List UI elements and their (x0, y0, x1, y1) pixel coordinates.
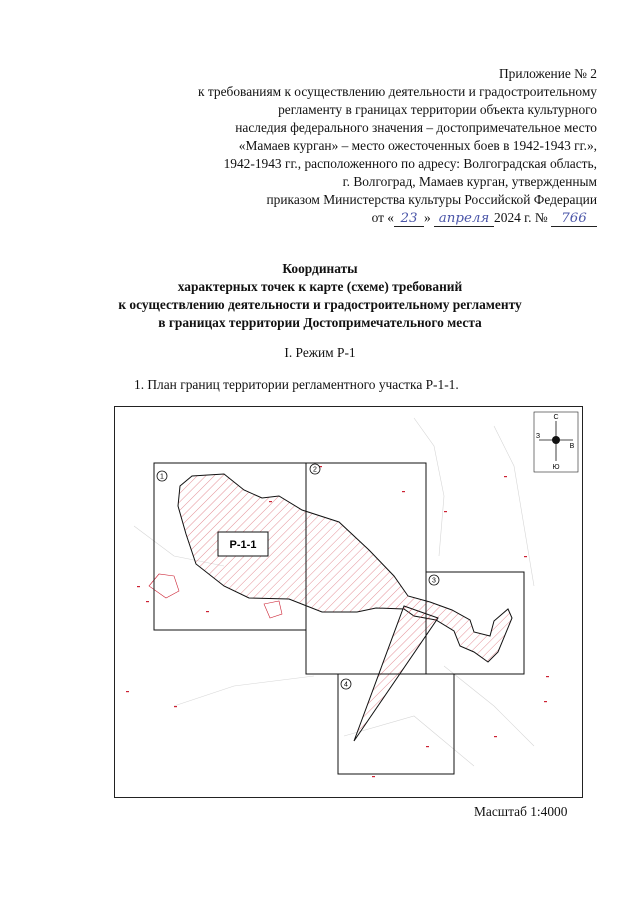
title-line-1: Координаты (282, 261, 358, 276)
regime-heading: I. Режим Р-1 (284, 345, 356, 360)
zone-label (218, 532, 268, 556)
order-day: 23 (394, 212, 424, 227)
svg-text:2: 2 (313, 466, 317, 474)
appendix-number: Приложение № 2 (498, 66, 597, 81)
compass-south: Ю (552, 464, 560, 471)
sheet-3-badge (429, 575, 439, 585)
order-year: 2024 г. № (494, 210, 548, 225)
appendix-line-4: наследия федерального значения – достопримечательное место (235, 120, 597, 135)
order-mid: » (423, 210, 431, 225)
sheet-4-badge (341, 679, 351, 689)
title-line-4: в границах территории Достопримечательного места (158, 315, 482, 330)
appendix-line-3: регламенту в границах территории объекта культурного (278, 102, 597, 117)
appendix-line-6: 1942-1943 гг., расположенного по адресу: Волгоградская область, (223, 156, 597, 171)
compass-icon (534, 412, 578, 472)
compass-north: С (553, 414, 559, 421)
order-line (372, 210, 597, 227)
sheet-1-badge (157, 471, 167, 481)
compass-east: В (569, 443, 575, 450)
order-number: 766 (551, 212, 597, 227)
sheet-2-badge (310, 464, 320, 474)
appendix-line-7: г. Волгоград, Мамаев курган, утвержденным (342, 174, 597, 189)
boundary-map (114, 406, 583, 798)
plan-title: 1. План границ территории регламентного участка Р-1-1. (134, 377, 459, 392)
svg-text:Р-1-1: Р-1-1 (229, 539, 257, 551)
compass-west: З (535, 433, 541, 440)
appendix-line-8: приказом Министерства культуры Российской Федерации (266, 192, 597, 207)
appendix-line-2: к требованиям к осуществлению деятельности и градостроительному (198, 84, 597, 99)
svg-text:1: 1 (160, 473, 164, 481)
title-line-3: к осуществлению деятельности и градостроительному регламенту (118, 297, 522, 312)
order-prefix: от « (371, 210, 394, 225)
title-line-2: характерных точек к карте (схеме) требований (177, 279, 463, 294)
svg-text:4: 4 (344, 681, 348, 689)
order-month: апреля (434, 212, 494, 227)
svg-text:3: 3 (432, 577, 436, 585)
map-scale: Масштаб 1:4000 (474, 804, 568, 819)
appendix-line-5: «Мамаев курган» – место ожесточенных боев в 1942-1943 гг.», (238, 138, 597, 153)
